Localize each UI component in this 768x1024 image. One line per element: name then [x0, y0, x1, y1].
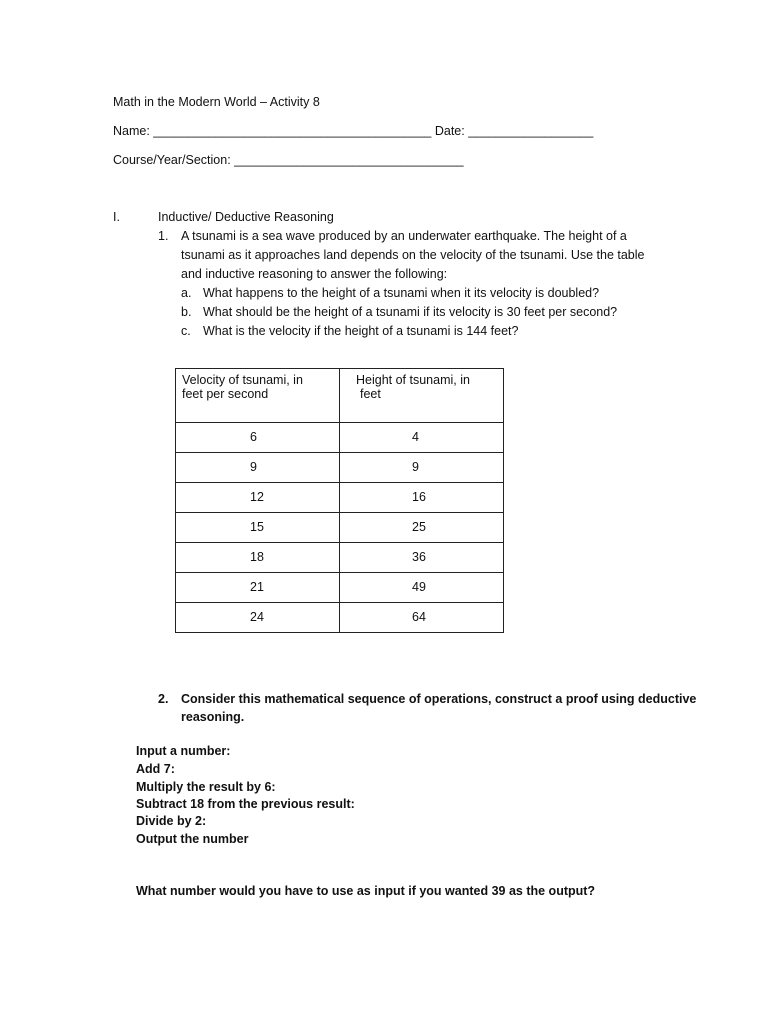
table-row	[176, 453, 504, 483]
velocity-cell: 9	[176, 453, 340, 483]
table-row	[176, 603, 504, 633]
subquestion-text: What should be the height of a tsunami if its velocity is 30 feet per second?	[203, 305, 618, 319]
final-question: What number would you have to use as input if you wanted 39 as the output?	[136, 884, 596, 898]
header-velocity-line: feet per second	[182, 387, 269, 401]
question-1-line: A tsunami is a sea wave produced by an underwater earthquake. The height of a	[181, 229, 627, 243]
subquestion-text: What is the velocity if the height of a tsunami is 144 feet?	[203, 324, 519, 338]
table-row	[176, 573, 504, 603]
subquestion-text: What happens to the height of a tsunami when it its velocity is doubled?	[203, 286, 600, 300]
table-row	[176, 423, 504, 453]
header-height	[340, 369, 504, 423]
velocity-cell: 24	[176, 603, 340, 633]
height-cell: 25	[340, 513, 504, 543]
header-velocity-line: Velocity of tsunami, in	[182, 373, 303, 387]
question-2-line: reasoning.	[181, 710, 245, 724]
velocity-cell: 21	[176, 573, 340, 603]
header-velocity	[176, 369, 340, 423]
subquestion-letter: c.	[181, 324, 191, 338]
height-cell: 36	[340, 543, 504, 573]
header-height-line: Height of tsunami, in	[356, 373, 470, 387]
step-item: Multiply the result by 6:	[136, 780, 276, 794]
header-height-line: feet	[360, 387, 381, 401]
question-2-number: 2.	[158, 692, 169, 706]
step-item: Subtract 18 from the previous result:	[136, 797, 355, 811]
height-cell: 16	[340, 483, 504, 513]
velocity-cell: 6	[176, 423, 340, 453]
step-item: Add 7:	[136, 762, 175, 776]
step-item: Output the number	[136, 832, 249, 846]
velocity-cell: 15	[176, 513, 340, 543]
table-row	[176, 513, 504, 543]
table-row	[176, 543, 504, 573]
section-title: Inductive/ Deductive Reasoning	[158, 210, 334, 224]
course-line: Course/Year/Section: _________________________________	[113, 153, 464, 167]
subquestion-letter: a.	[181, 286, 192, 300]
table-header-row	[176, 369, 504, 423]
name-date-line: Name: ________________________________________ Date: __________________	[113, 124, 594, 138]
height-cell: 9	[340, 453, 504, 483]
question-1-line: and inductive reasoning to answer the following:	[181, 267, 448, 281]
table-row	[176, 483, 504, 513]
height-cell: 64	[340, 603, 504, 633]
velocity-cell: 12	[176, 483, 340, 513]
question-1-line: tsunami as it approaches land depends on the velocity of the tsunami. Use the table	[181, 248, 645, 262]
step-item: Divide by 2:	[136, 814, 207, 828]
question-1-number: 1.	[158, 229, 169, 243]
tsunami-table	[175, 368, 504, 633]
velocity-cell: 18	[176, 543, 340, 573]
document-title: Math in the Modern World – Activity 8	[113, 95, 320, 109]
height-cell: 4	[340, 423, 504, 453]
height-cell: 49	[340, 573, 504, 603]
step-item: Input a number:	[136, 744, 231, 758]
subquestion-letter: b.	[181, 305, 192, 319]
question-2-line: Consider this mathematical sequence of operations, construct a proof using deductive	[181, 692, 697, 706]
section-number: I.	[113, 210, 120, 224]
